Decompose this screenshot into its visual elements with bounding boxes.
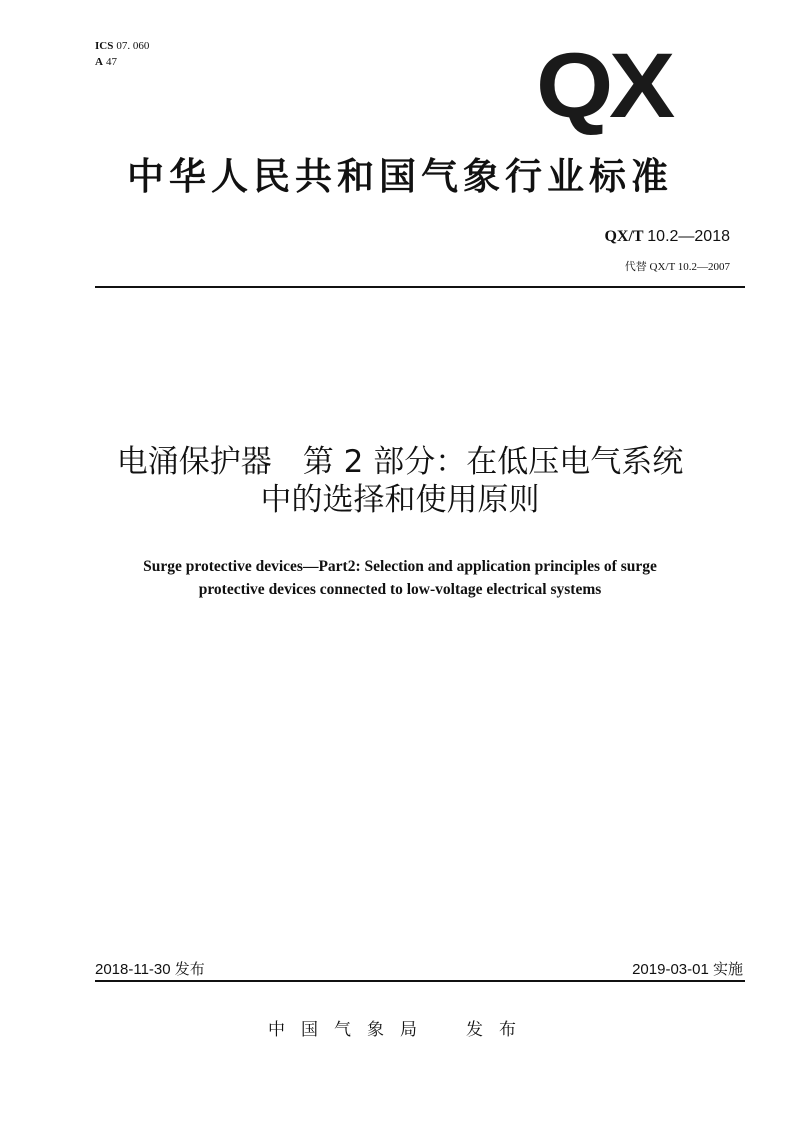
title-cn-line2: 中的选择和使用原则 xyxy=(260,482,540,518)
standard-number-value: 10.2—2018 xyxy=(647,228,730,245)
ics-label: ICS xyxy=(95,40,114,52)
implementation-date: 2019-03-01 实施 xyxy=(632,961,743,978)
class-label: A xyxy=(95,56,103,68)
title-en-line1: Surge protective devices—Part2: Selection and application principles of surge xyxy=(143,558,657,575)
title-cn-line1: 电涌保护器 第 2 部分：在低压电气系统 xyxy=(116,444,684,480)
ics-value: 07. 060 xyxy=(116,40,150,52)
class-code xyxy=(95,56,117,69)
replaces-note: 代替 QX/T 10.2—2007 xyxy=(624,261,730,273)
standard-type-heading: 中华人民共和国气象行业标准 xyxy=(127,155,673,198)
title-en-line2: protective devices connected to low-voltage electrical systems xyxy=(198,581,602,598)
standard-number xyxy=(604,228,730,246)
issuing-authority: 中国气象局 发布 xyxy=(268,1020,532,1040)
standard-prefix: QX/T xyxy=(604,228,644,245)
issue-date: 2018-11-30 发布 xyxy=(95,961,205,978)
header-divider xyxy=(95,286,745,288)
footer-divider xyxy=(95,980,745,982)
ics-code xyxy=(95,40,149,53)
class-value: 47 xyxy=(105,56,117,68)
qx-logo: QX xyxy=(536,35,671,137)
